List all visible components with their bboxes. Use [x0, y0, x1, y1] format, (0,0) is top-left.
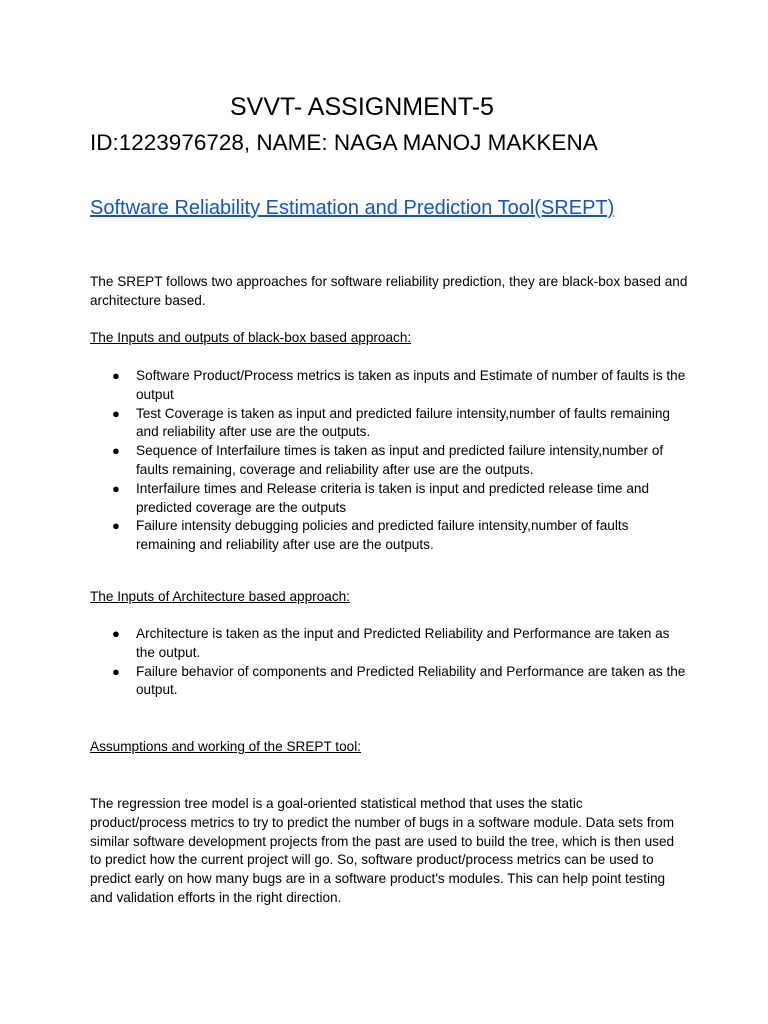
srept-link-heading[interactable]: Software Reliability Estimation and Prediction Tool(SREPT) [90, 197, 615, 219]
list-item [90, 517, 690, 555]
list-item-text: Test Coverage is taken as input and predicted failure intensity,number of faults remaining and reliability after use are the outputs. [136, 405, 670, 440]
blackbox-list [90, 367, 690, 555]
author-id-name: ID:1223976728, NAME: NAGA MANOJ MAKKENA [90, 130, 598, 155]
architecture-section-heading: The Inputs of Architecture based approach: [90, 589, 350, 604]
bullet-icon: ● [112, 626, 120, 641]
list-item [90, 663, 690, 701]
list-item [90, 442, 690, 480]
document-title: SVVT- ASSIGNMENT-5 [230, 93, 494, 121]
list-item-text: Software Product/Process metrics is taken as inputs and Estimate of number of faults is the output [136, 368, 686, 402]
bullet-icon: ● [112, 368, 120, 383]
list-item [90, 367, 690, 405]
list-item-text: Interfailure times and Release criteria is taken is input and predicted release time and predicted coverage are the outputs [136, 480, 650, 515]
bullet-icon: ● [112, 663, 120, 679]
assumptions-section-heading: Assumptions and working of the SREPT tool: [90, 739, 362, 754]
list-item-text: Sequence of Interfailure times is taken as input and predicted failure intensity,number of faults remaining, coverage and reliability after use are the outputs. [136, 443, 664, 477]
bullet-icon: ● [112, 405, 120, 421]
bullet-icon: ● [112, 443, 120, 459]
list-item-text: Failure behavior of components and Predicted Reliability and Performance are taken as the output. [136, 663, 686, 698]
list-item [90, 480, 690, 518]
regression-paragraph: The regression tree model is a goal-oriented statistical method that uses the static product/process metrics to try to predict the number of bugs in a software module. Data sets from similar software development projects from the past are used to build the tree, which is then used to predict how the current project will go. So, software product/process metrics can be used to predict early on how many bugs are in a software product's modules. This can help point testing and validation efforts in the right direction. [90, 796, 675, 905]
list-item [90, 405, 690, 443]
intro-paragraph: The SREPT follows two approaches for software reliability prediction, they are black-box based and architecture based. [90, 274, 688, 308]
list-item-text: Failure intensity debugging policies and predicted failure intensity,number of faults remaining and reliability after use are the outputs. [136, 518, 629, 553]
architecture-list [90, 625, 690, 700]
bullet-icon: ● [112, 480, 120, 496]
bullet-icon: ● [112, 518, 120, 534]
list-item [90, 625, 690, 663]
blackbox-section-heading: The Inputs and outputs of black-box based approach: [90, 330, 412, 345]
list-item-text: Architecture is taken as the input and Predicted Reliability and Performance are taken as the output. [136, 626, 670, 660]
